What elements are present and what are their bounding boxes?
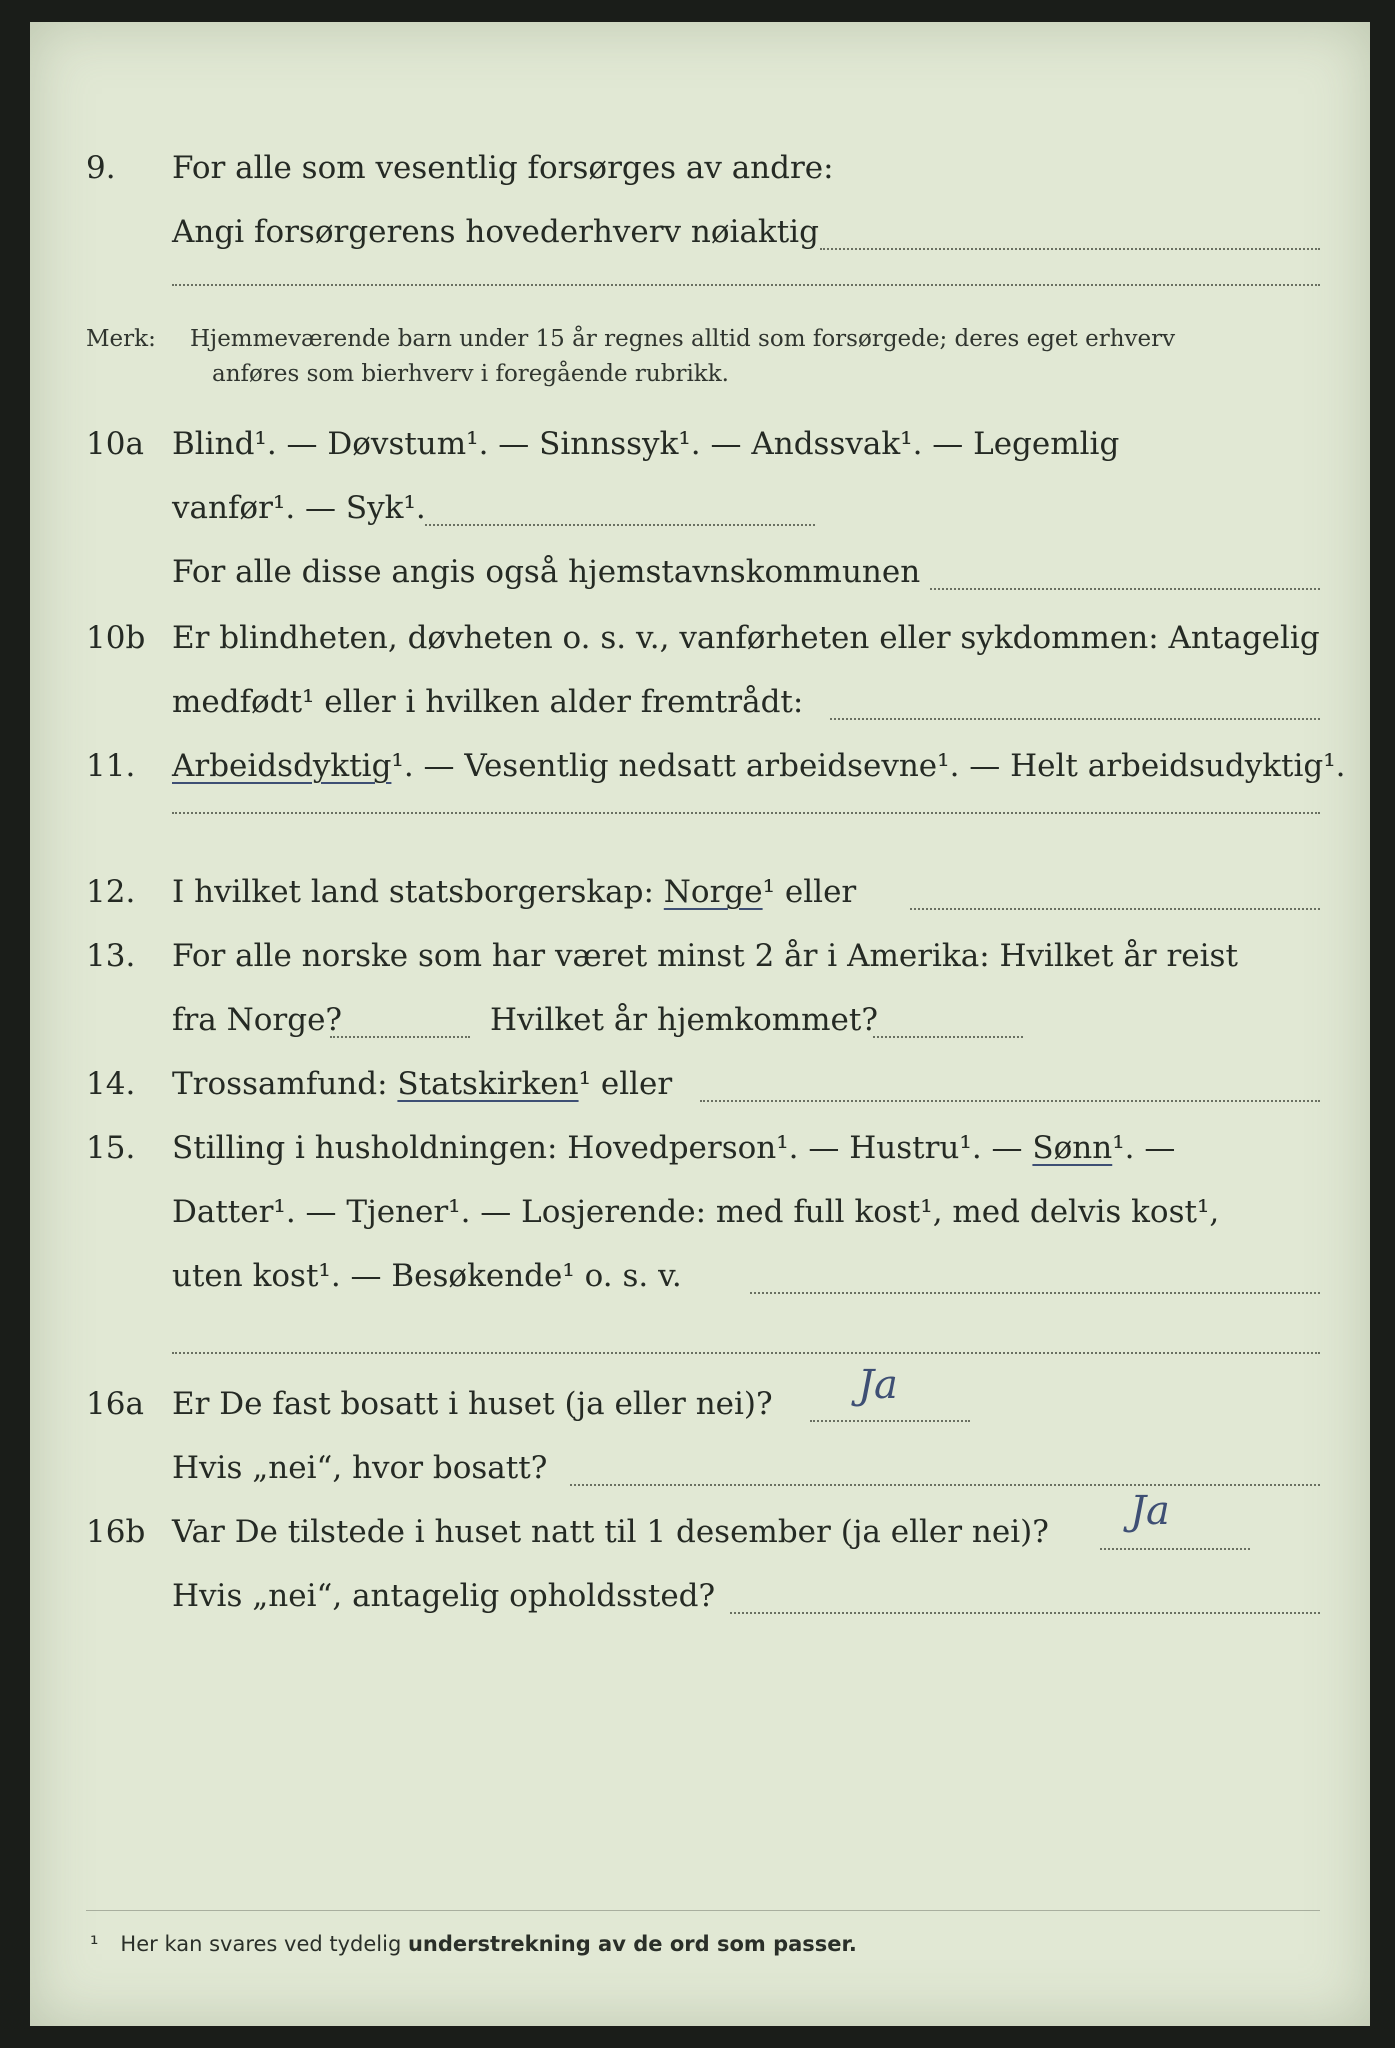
q16a-number: 16a <box>86 1386 144 1422</box>
footnote-text: Her kan svares ved tydelig <box>120 1932 408 1956</box>
q13-left-line[interactable] <box>330 1036 470 1038</box>
q12-suffix: ¹ eller <box>762 874 857 910</box>
q16a-handwritten-answer: Ja <box>858 1362 898 1408</box>
q16b-followup-line[interactable] <box>730 1612 1320 1614</box>
q10b-question-cont: medfødt¹ eller i hvilken alder fremtrådt: <box>172 684 804 720</box>
q15-question-cont: Datter¹. — Tjener¹. — Losjerende: med full kost¹, med delvis kost¹, <box>172 1194 1220 1230</box>
q14-suffix: ¹ eller <box>578 1066 673 1102</box>
q9-number: 9. <box>86 150 116 186</box>
q9-extra-line[interactable] <box>172 284 1320 286</box>
q14-prefix: Trossamfund: <box>172 1066 388 1102</box>
q12-question <box>172 860 856 924</box>
q15-answer-line[interactable] <box>750 1292 1320 1294</box>
q12-answer-line[interactable] <box>910 908 1320 910</box>
q15-question-end: uten kost¹. — Besøkende¹ o. s. v. <box>172 1258 682 1294</box>
q9-question: For alle som vesentlig forsørges av andre: <box>172 150 834 186</box>
q16b-question: Var De tilstede i huset natt til 1 desember (ja eller nei)? <box>172 1514 1049 1550</box>
footnote-bold-text: understrekning av de ord som passer. <box>407 1932 857 1956</box>
q13-left-question: fra Norge? <box>172 1002 343 1038</box>
q14-option-underlined: Statskirken <box>397 1066 579 1102</box>
q13-question: For alle norske som har været minst 2 år i Amerika: Hvilket år reist <box>172 938 1238 974</box>
q16b-number: 16b <box>86 1514 146 1550</box>
q11-options-rest: ¹. — Vesentlig nedsatt arbeidsevne¹. — Helt arbeidsudyktig¹. <box>391 748 1346 784</box>
merk-text-1: Hjemmeværende barn under 15 år regnes alltid som forsørgede; deres eget erhverv <box>190 326 1176 352</box>
q15-prefix: Stilling i husholdningen: Hovedperson¹. — Hustru¹. — <box>172 1130 1023 1166</box>
q15-number: 15. <box>86 1130 136 1166</box>
q10a-question-cont: vanfør¹. — Syk¹. <box>172 490 426 526</box>
q16a-answer-line[interactable] <box>810 1420 970 1422</box>
q10a-home-question: For alle disse angis også hjemstavnskommunen <box>172 554 921 590</box>
q15-question <box>172 1116 1175 1180</box>
q16a-followup-line[interactable] <box>570 1484 1320 1486</box>
q15-option-underlined: Sønn <box>1032 1130 1113 1166</box>
q9-subquestion: Angi forsørgerens hovederhverv nøiaktig <box>172 214 819 250</box>
q16b-handwritten-answer: Ja <box>1130 1488 1170 1534</box>
q10b-answer-line[interactable] <box>830 718 1320 720</box>
q10b-number: 10b <box>86 620 146 656</box>
q14-answer-line[interactable] <box>700 1100 1320 1102</box>
q13-right-line[interactable] <box>873 1036 1023 1038</box>
merk-text-2: anføres som bierhverv i foregående rubrikk. <box>212 361 729 387</box>
q16b-followup: Hvis „nei“, antagelig opholdssted? <box>172 1578 716 1614</box>
q11-number: 11. <box>86 748 136 784</box>
q10a-number: 10a <box>86 426 144 462</box>
q10a-answer-line[interactable] <box>425 524 815 526</box>
q15-extra-line[interactable] <box>172 1352 1320 1354</box>
merk-label: Merk: <box>86 326 156 352</box>
q10a-home-line[interactable] <box>930 588 1320 590</box>
q11-option-underlined: Arbeidsdyktig <box>172 748 392 784</box>
footnote-mark: ¹ <box>90 1932 99 1956</box>
q11-options <box>172 734 1346 798</box>
q12-prefix: I hvilket land statsborgerskap: <box>172 874 654 910</box>
q12-option-underlined: Norge <box>663 874 763 910</box>
footnote <box>90 1932 857 1956</box>
census-form-page <box>30 22 1370 2026</box>
q14-question <box>172 1052 672 1116</box>
q10a-question: Blind¹. — Døvstum¹. — Sinnssyk¹. — Andssvak¹. — Legemlig <box>172 426 1120 462</box>
q12-number: 12. <box>86 874 136 910</box>
q16b-answer-line[interactable] <box>1100 1548 1250 1550</box>
q11-extra-line[interactable] <box>172 812 1320 814</box>
q9-answer-line[interactable] <box>820 248 1320 250</box>
q16a-followup: Hvis „nei“, hvor bosatt? <box>172 1450 548 1486</box>
q16a-question: Er De fast bosatt i huset (ja eller nei)? <box>172 1386 773 1422</box>
footnote-divider <box>86 1910 1320 1911</box>
q13-right-question: Hvilket år hjemkommet? <box>490 1002 878 1038</box>
q13-number: 13. <box>86 938 136 974</box>
q15-suffix: ¹. — <box>1112 1130 1176 1166</box>
q14-number: 14. <box>86 1066 136 1102</box>
q10b-question: Er blindheten, døvheten o. s. v., vanførheten eller sykdommen: Antagelig <box>172 620 1320 656</box>
